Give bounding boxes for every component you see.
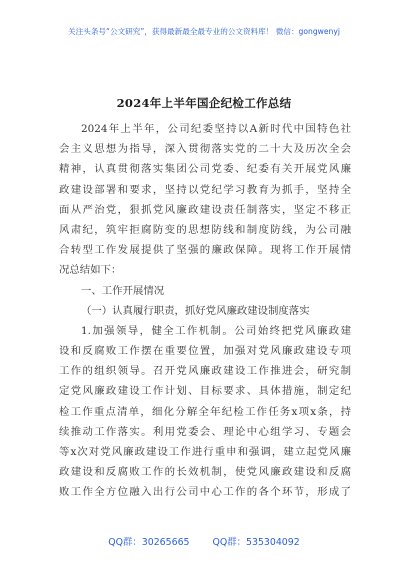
text-line: 等x次对党风廉政建设工作进行重申和强调，建立起党风廉 <box>59 446 351 458</box>
text-line: 合转型工作发展提供了坚强的廉政保障。现将工作开展情 <box>59 244 351 257</box>
text-line: 续推动工作落实。利用党委会、理论中心组学习、专题会 <box>59 425 351 438</box>
document-title: 2024年上半年国企纪检工作总结 <box>116 96 292 110</box>
document-body <box>59 119 351 503</box>
header-promo-text: 关注头条号“公文研究”，获得最新最全最专业的公文资料库！ 微信：gongwenyj <box>68 27 340 36</box>
text-line: 会主义思想为指导，深入贯彻落实党的二十大及历次全会 <box>59 143 351 156</box>
text-line: 况总结如下： <box>59 264 122 277</box>
text-line: 1.加强领导，健全工作机制。公司始终把党风廉政建 <box>81 324 351 337</box>
text-line: 定党风廉政建设工作计划、目标要求、具体措施，制定纪 <box>59 385 351 398</box>
subsection-heading: （一）认真履行职责，抓好党风廉政建设制度落实 <box>81 304 310 317</box>
text-line: 2024年上半年，公司纪委坚持以A新时代中国特色社 <box>81 123 351 135</box>
footer-qq-group-2: QQ群：535304092 <box>212 537 300 548</box>
footer-contact <box>0 537 408 549</box>
text-line: 政建设部署和要求，坚持以党纪学习教育为抓手，坚持全 <box>59 183 351 196</box>
footer-qq-group-1: QQ群：30265665 <box>108 537 190 548</box>
text-line: 精神，认真贯彻落实集团公司党委、纪委有关开展党风廉 <box>59 163 351 176</box>
text-line: 检工作重点清单，细化分解全年纪检工作任务x项x条，持 <box>59 405 351 418</box>
text-line: 败工作全方位融入出行公司中心工作的各个环节，形成了 <box>59 486 351 499</box>
section-heading: 一、工作开展情况 <box>81 284 165 297</box>
text-line: 设和反腐败工作摆在重要位置，加强对党风廉政建设专项 <box>59 345 351 358</box>
intro-paragraph <box>59 119 351 281</box>
text-line: 面从严治党，狠抓党风廉政建设责任制落实，坚定不移正 <box>59 203 351 216</box>
text-line: 政建设和反腐败工作的长效机制，使党风廉政建设和反腐 <box>59 466 351 479</box>
point-paragraph <box>59 321 351 503</box>
text-line: 工作的组织领导。召开党风廉政建设工作推进会，研究制 <box>59 365 351 378</box>
text-line: 风肃纪，筑牢拒腐防变的思想防线和制度防线，为公司融 <box>59 223 351 236</box>
